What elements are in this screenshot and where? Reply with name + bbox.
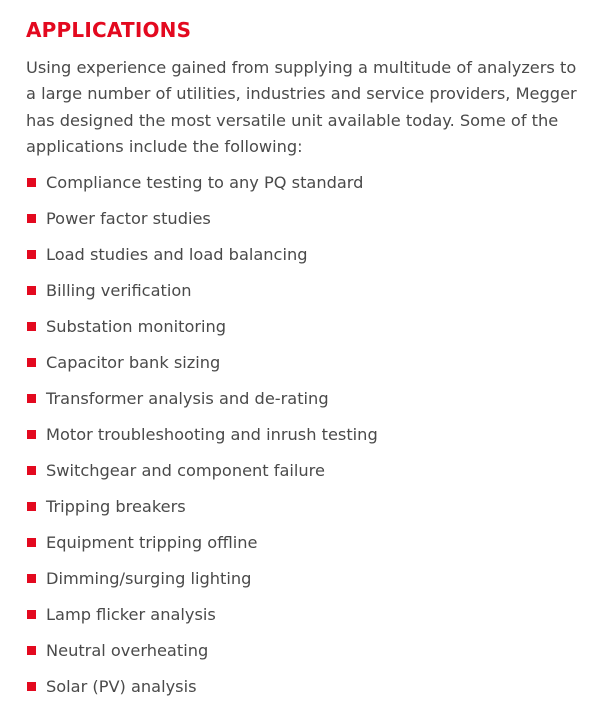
list-item <box>26 165 586 201</box>
square-bullet-icon <box>27 286 36 295</box>
square-bullet-icon <box>27 610 36 619</box>
square-bullet-icon <box>27 214 36 223</box>
list-item <box>26 597 586 633</box>
list-item <box>26 633 586 669</box>
square-bullet-icon <box>27 358 36 367</box>
square-bullet-icon <box>27 430 36 439</box>
square-bullet-icon <box>27 682 36 691</box>
list-item <box>26 417 586 453</box>
square-bullet-icon <box>27 646 36 655</box>
list-item-text: Dimming/surging lighting <box>46 569 252 589</box>
list-item <box>26 489 586 525</box>
list-item <box>26 201 586 237</box>
list-item <box>26 525 586 561</box>
list-item-text: Solar (PV) analysis <box>46 677 197 697</box>
section-heading: APPLICATIONS <box>26 18 192 42</box>
list-item-text: Power factor studies <box>46 209 211 229</box>
list-item-text: Motor troubleshooting and inrush testing <box>46 425 378 445</box>
list-item-text: Billing verification <box>46 281 192 301</box>
square-bullet-icon <box>27 466 36 475</box>
square-bullet-icon <box>27 394 36 403</box>
square-bullet-icon <box>27 322 36 331</box>
list-item-text: Transformer analysis and de-rating <box>46 389 329 409</box>
list-item-text: Substation monitoring <box>46 317 227 337</box>
list-item <box>26 345 586 381</box>
list-item-text: Tripping breakers <box>46 497 186 517</box>
list-item <box>26 381 586 417</box>
square-bullet-icon <box>27 502 36 511</box>
list-item <box>26 309 586 345</box>
list-item <box>26 561 586 597</box>
list-item <box>26 453 586 489</box>
square-bullet-icon <box>27 178 36 187</box>
list-item <box>26 237 586 273</box>
list-item <box>26 669 586 705</box>
square-bullet-icon <box>27 538 36 547</box>
applications-list <box>26 165 586 705</box>
list-item-text: Switchgear and component failure <box>46 461 325 481</box>
list-item-text: Equipment tripping offline <box>46 533 258 553</box>
list-item-text: Compliance testing to any PQ standard <box>46 173 364 193</box>
intro-paragraph: Using experience gained from supplying a multitude of analyzers to a large number of utilities, industries and service providers, Megger has designed the most versatile unit available today. Some of the applications include the following: <box>26 58 577 156</box>
list-item-text: Neutral overheating <box>46 641 209 661</box>
list-item-text: Load studies and load balancing <box>46 245 308 265</box>
list-item-text: Lamp flicker analysis <box>46 605 216 625</box>
square-bullet-icon <box>27 574 36 583</box>
list-item <box>26 273 586 309</box>
square-bullet-icon <box>27 250 36 259</box>
list-item-text: Capacitor bank sizing <box>46 353 221 373</box>
